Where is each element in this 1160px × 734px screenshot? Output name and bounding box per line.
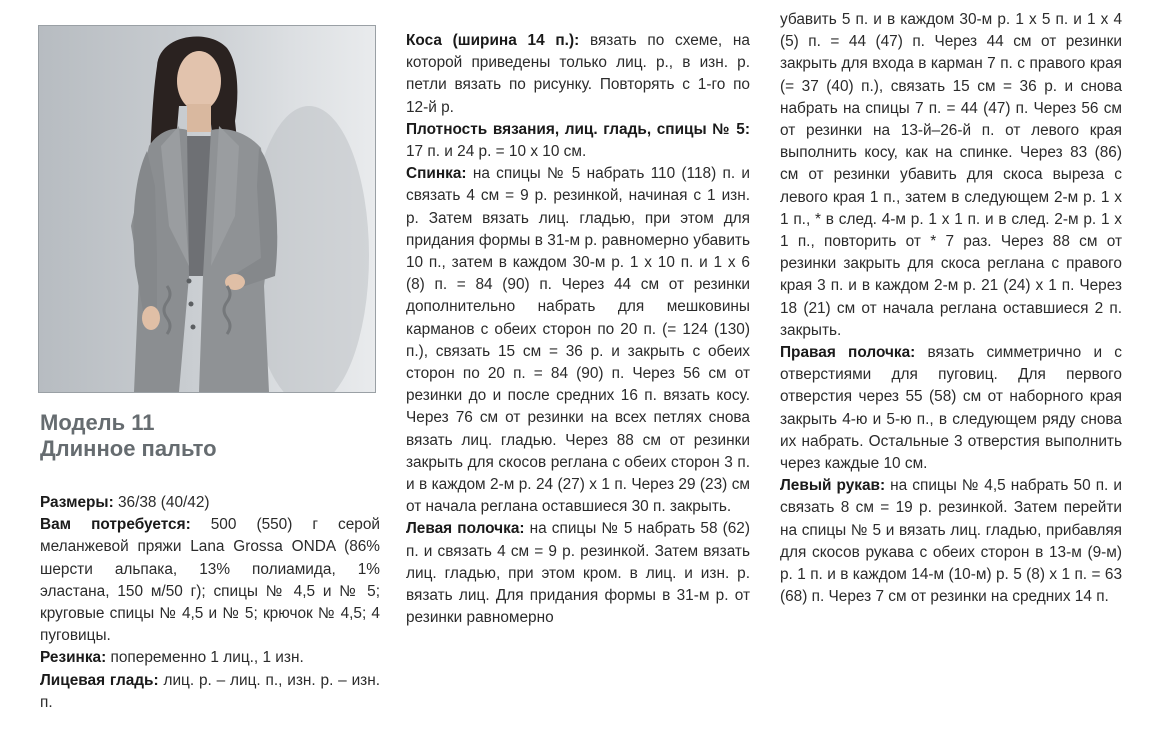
paragraph xyxy=(406,518,750,629)
paragraph xyxy=(780,9,1122,342)
paragraph xyxy=(40,647,380,669)
paragraph xyxy=(406,119,750,163)
paragraph-text: попеременно 1 лиц., 1 изн. xyxy=(106,649,304,667)
paragraph-label: Спинка: xyxy=(406,165,467,183)
paragraph-text: на спицы № 5 набрать 58 (62) п. и связать 4 см = 9 р. резинкой. Затем вязать лиц. гладью, при этом кром. в лиц. и изн. р. вязать лиц. Для придания формы в 31-м р. от резинки равномерно xyxy=(406,520,750,627)
paragraph-text: вязать симметрично и с отверстиями для пуговиц. Для первого отверстия через 55 (58) см от наборного края закрыть 4-ю и 5-ю п., в следующем ряду снова их набрать. Остальные 3 отверстия выполнить через каждые 10 см. xyxy=(780,344,1122,473)
model-title-block xyxy=(40,410,380,462)
paragraph-label: Плотность вязания, лиц. гладь, спицы № 5: xyxy=(406,120,750,138)
paragraph xyxy=(40,670,380,714)
paragraph-label: Коса (ширина 14 п.): xyxy=(406,32,580,49)
paragraph-text: 36/38 (40/42) xyxy=(113,494,210,511)
paragraph xyxy=(406,163,750,518)
paragraph-text: вязать по схеме, на которой приведены только лиц. р., в изн. р. петли вязать по рисунку. Повторять с 1-го по 12-й р. xyxy=(406,32,750,116)
model-photo xyxy=(38,25,376,393)
left-column xyxy=(40,492,380,714)
paragraph xyxy=(780,342,1122,475)
paragraph-label: Размеры: xyxy=(40,494,114,511)
paragraph-label: Левая полочка: xyxy=(406,520,525,538)
paragraph-label: Левый рукав: xyxy=(780,477,886,495)
model-name: Длинное пальто xyxy=(40,436,217,461)
paragraph-text: на спицы № 4,5 набрать 50 п. и связать 8 см = 19 р. резинкой. Затем перейти на спицы № 5 и вязать лиц. гладью, прибавляя для скосов рукава с обеих сторон в 13-м (9-м) р. 1 п. и в каждом 14-м (10-м) р. 5 (8) х 1 п. = 63 (68) п. Через 7 см от резинки на средних 14 п. xyxy=(780,477,1122,606)
paragraph xyxy=(780,475,1122,608)
paragraph xyxy=(40,492,380,514)
paragraph-label: Лицевая гладь: xyxy=(40,671,159,689)
paragraph xyxy=(406,30,750,119)
paragraph-text: убавить 5 п. и в каждом 30-м р. 1 х 5 п. и 1 х 4 (5) п. = 44 (47) п. Через 44 см от резинки закрыть для входа в карман 7 п. с правого края (= 37 (40) п.), связать 15 см = 36 р. и снова набрать на спицы 7 п. = 44 (47) п. Через 56 см от резинки на 13-й–26-й п. от левого края выполнить косу, как на спинке. Через 83 (86) см от резинки убавить для скоса выреза с левого края 1 п., затем в следующем 2-м р. 1 х 1 п., * в след. 4-м р. 1 х 1 п. и в след. 2-м р. 1 х 1 п., повторить от * 7 раз. Через 88 см от резинки закрыть для скоса реглана с правого края 3 п. и в каждом 2-м р. 21 (24) х 1 п. Через 18 (21) см от начала реглана оставшиеся 2 п. закрыть. xyxy=(780,11,1122,339)
paragraph-text: 500 (550) г серой меланжевой пряжи Lana Grossa ONDA (86% шерсти альпака, 13% полиамида, 1% эластана, 150 м/50 г); спицы № 4,5 и № 5; круговые спицы № 4,5 и № 5; крючок № 4,5; 4 пуговицы. xyxy=(40,516,381,645)
model-number: Модель 11 xyxy=(40,410,155,435)
paragraph-label: Резинка: xyxy=(40,649,107,667)
paragraph-text: на спицы № 5 набрать 110 (118) п. и связать 4 см = 9 р. резинкой, начиная с 1 изн. р. Затем вязать лиц. гладью, при этом для придания формы в 31-м р. равномерно убавить 10 п., затем в каждом 30-м р. 1 х 10 п. и 1 х 6 (8) п. = 84 (90) п. Через 44 см от резинки дополнительно набрать для мешковины карманов с обеих сторон по 20 п. (= 124 (130) п.), связать 15 см = 36 р. и закрыть с обеих сторон по 20 п. = 84 (90) п. Через 56 см от резинки до и после средних 16 п. вязать косу. Через 76 см от резинки на всех петлях снова вязать лиц. гладью. Через 88 см от резинки закрыть для скосов реглана с обеих сторон 3 п. и в каждом 2-м р. 24 (27) х 1 п. Через 29 (23) см от начала реглана оставшиеся 30 п. закрыть. xyxy=(406,165,750,516)
middle-column xyxy=(406,30,750,629)
model-illustration xyxy=(39,26,375,392)
paragraph-label: Правая полочка: xyxy=(780,344,916,362)
paragraph-text: 17 п. и 24 р. = 10 х 10 см. xyxy=(406,143,587,161)
paragraph-label: Вам потребуется: xyxy=(40,516,191,534)
paragraph-text: лиц. р. – лиц. п., изн. р. – изн. п. xyxy=(40,671,381,711)
right-column xyxy=(780,9,1122,608)
paragraph xyxy=(40,514,380,647)
